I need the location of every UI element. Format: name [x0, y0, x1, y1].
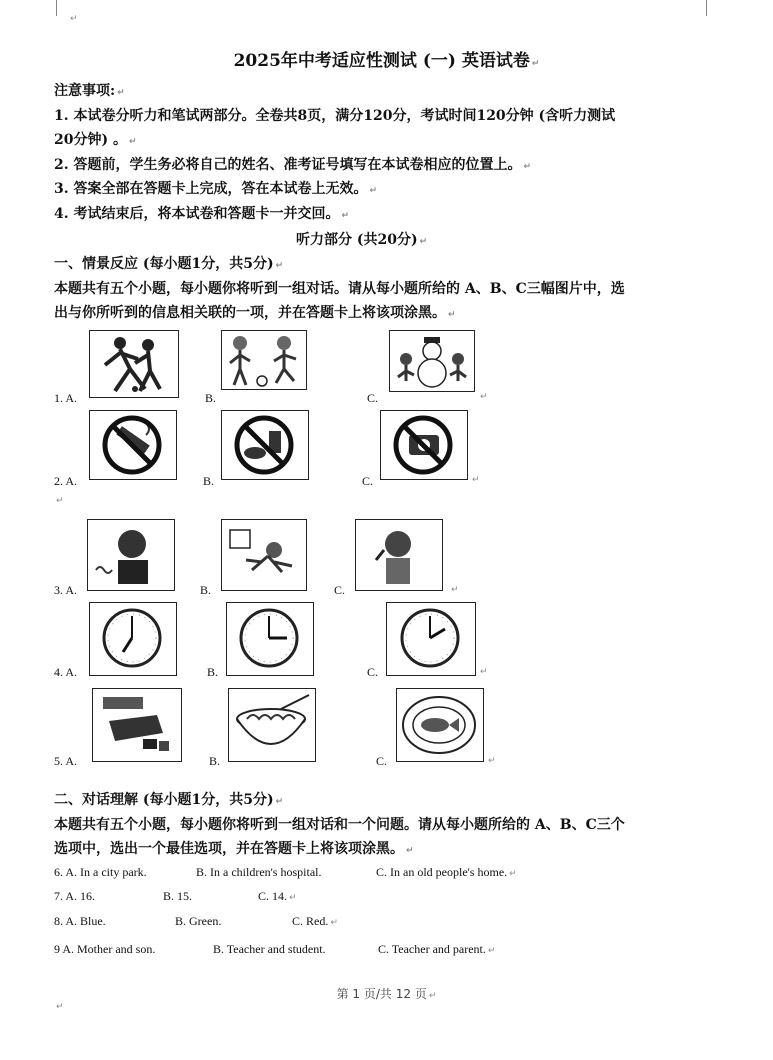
section1-instruction: 本题共有五个小题，每小题你将听到一组对话。请从每小题所给的 A、B、C三幅图片中，选 — [54, 281, 625, 297]
section1-instruction: 出与你所听到的信息相关联的一项，并在答题卡上将该项涂黑。 ↵ — [54, 305, 456, 321]
paragraph-mark: ↵ — [488, 756, 496, 766]
section1-heading: 一、情景反应 (每小题1分，共5分) ↵ — [54, 256, 284, 272]
clock-2-icon — [386, 602, 476, 676]
row-label: 4. A. — [54, 665, 78, 679]
question-6-b: B. In a children's hospital. — [196, 865, 322, 879]
option-b-label: B. — [209, 754, 221, 768]
question-9-a: 9 A. Mother and son. — [54, 942, 156, 956]
question-7-c: C. 14. ↵ — [258, 889, 297, 903]
crop-mark-left — [56, 0, 57, 16]
section2-instruction: 本题共有五个小题，每小题你将听到一组对话和一个问题。请从每小题所给的 A、B、C三个 — [54, 817, 625, 833]
meat-picture — [92, 688, 182, 762]
crop-mark-right — [706, 0, 707, 16]
note-item: 4. 考试结束后，将本试卷和答题卡一并交回。 ↵ — [54, 206, 350, 222]
option-b-label: B. — [203, 474, 215, 488]
section2-heading: 二、对话理解 (每小题1分，共5分) ↵ — [54, 792, 284, 808]
row-label: 2. A. — [54, 474, 78, 488]
fish-picture — [396, 688, 484, 762]
section2-instruction: 选项中，选出一个最佳选项，并在答题卡上将该项涂黑。 ↵ — [54, 841, 414, 857]
question-7-b: B. 15. — [163, 889, 193, 903]
paragraph-mark: ↵ — [70, 14, 78, 24]
clock-7-icon — [89, 602, 177, 676]
question-8-c: C. Red. ↵ — [292, 914, 338, 928]
question-8-b: B. Green. — [175, 914, 222, 928]
clock-3-icon — [226, 602, 314, 676]
question-8-a: 8. A. Blue. — [54, 914, 106, 928]
note-item: 20分钟) 。 ↵ — [54, 132, 137, 148]
option-c-label: C. — [367, 665, 379, 679]
listening-heading: 听力部分 (共20分) ↵ — [296, 232, 428, 248]
option-c-label: C. — [376, 754, 388, 768]
no-food-drink-sign — [221, 410, 309, 480]
falling-boy-picture — [221, 519, 307, 591]
note-item: 1. 本试卷分听力和笔试两部分。全卷共8页，满分120分，考试时间120分钟 (含听力测试 — [54, 108, 616, 124]
option-b-label: B. — [200, 583, 212, 597]
option-b-label: B. — [207, 665, 219, 679]
row-label: 3. A. — [54, 583, 78, 597]
question-6-a: 6. A. In a city park. — [54, 865, 147, 879]
question-9-c: C. Teacher and parent. ↵ — [378, 942, 496, 956]
question-9-b: B. Teacher and student. — [213, 942, 326, 956]
option-c-label: C. — [367, 391, 379, 405]
question-6-c: C. In an old people's home. ↵ — [376, 865, 517, 879]
snowman-picture — [389, 330, 475, 392]
paragraph-mark: ↵ — [472, 475, 480, 485]
row-label: 1. A. — [54, 391, 78, 405]
soccer-picture — [221, 330, 307, 390]
paragraph-mark: ↵ — [480, 392, 488, 402]
paragraph-mark: ↵ — [56, 1002, 64, 1012]
row-label: 5. A. — [54, 754, 78, 768]
no-smoking-sign — [89, 410, 177, 480]
noodles-picture — [228, 688, 316, 762]
page-footer: 第 1 页/共 12 页 ↵ — [336, 987, 437, 1001]
option-c-label: C. — [334, 583, 346, 597]
note-item: 2. 答题前，学生务必将自己的姓名、准考证号填写在本试卷相应的位置上。 ↵ — [54, 157, 532, 173]
page-title: 2025年中考适应性测试 (一) 英语试卷 ↵ — [233, 51, 540, 71]
option-b-label: B. — [205, 391, 217, 405]
note-item: 3. 答案全部在答题卡上完成，答在本试卷上无效。 ↵ — [54, 181, 378, 197]
option-c-label: C. — [362, 474, 374, 488]
paragraph-mark: ↵ — [451, 585, 459, 595]
question-7-a: 7. A. 16. — [54, 889, 96, 903]
notes-heading: 注意事项: ↵ — [54, 83, 125, 99]
nosebleed-boy-picture — [355, 519, 443, 591]
fever-boy-picture — [87, 519, 175, 591]
no-photo-sign — [380, 410, 468, 480]
skating-picture — [89, 330, 179, 398]
paragraph-mark: ↵ — [56, 496, 64, 506]
paragraph-mark: ↵ — [480, 667, 488, 677]
